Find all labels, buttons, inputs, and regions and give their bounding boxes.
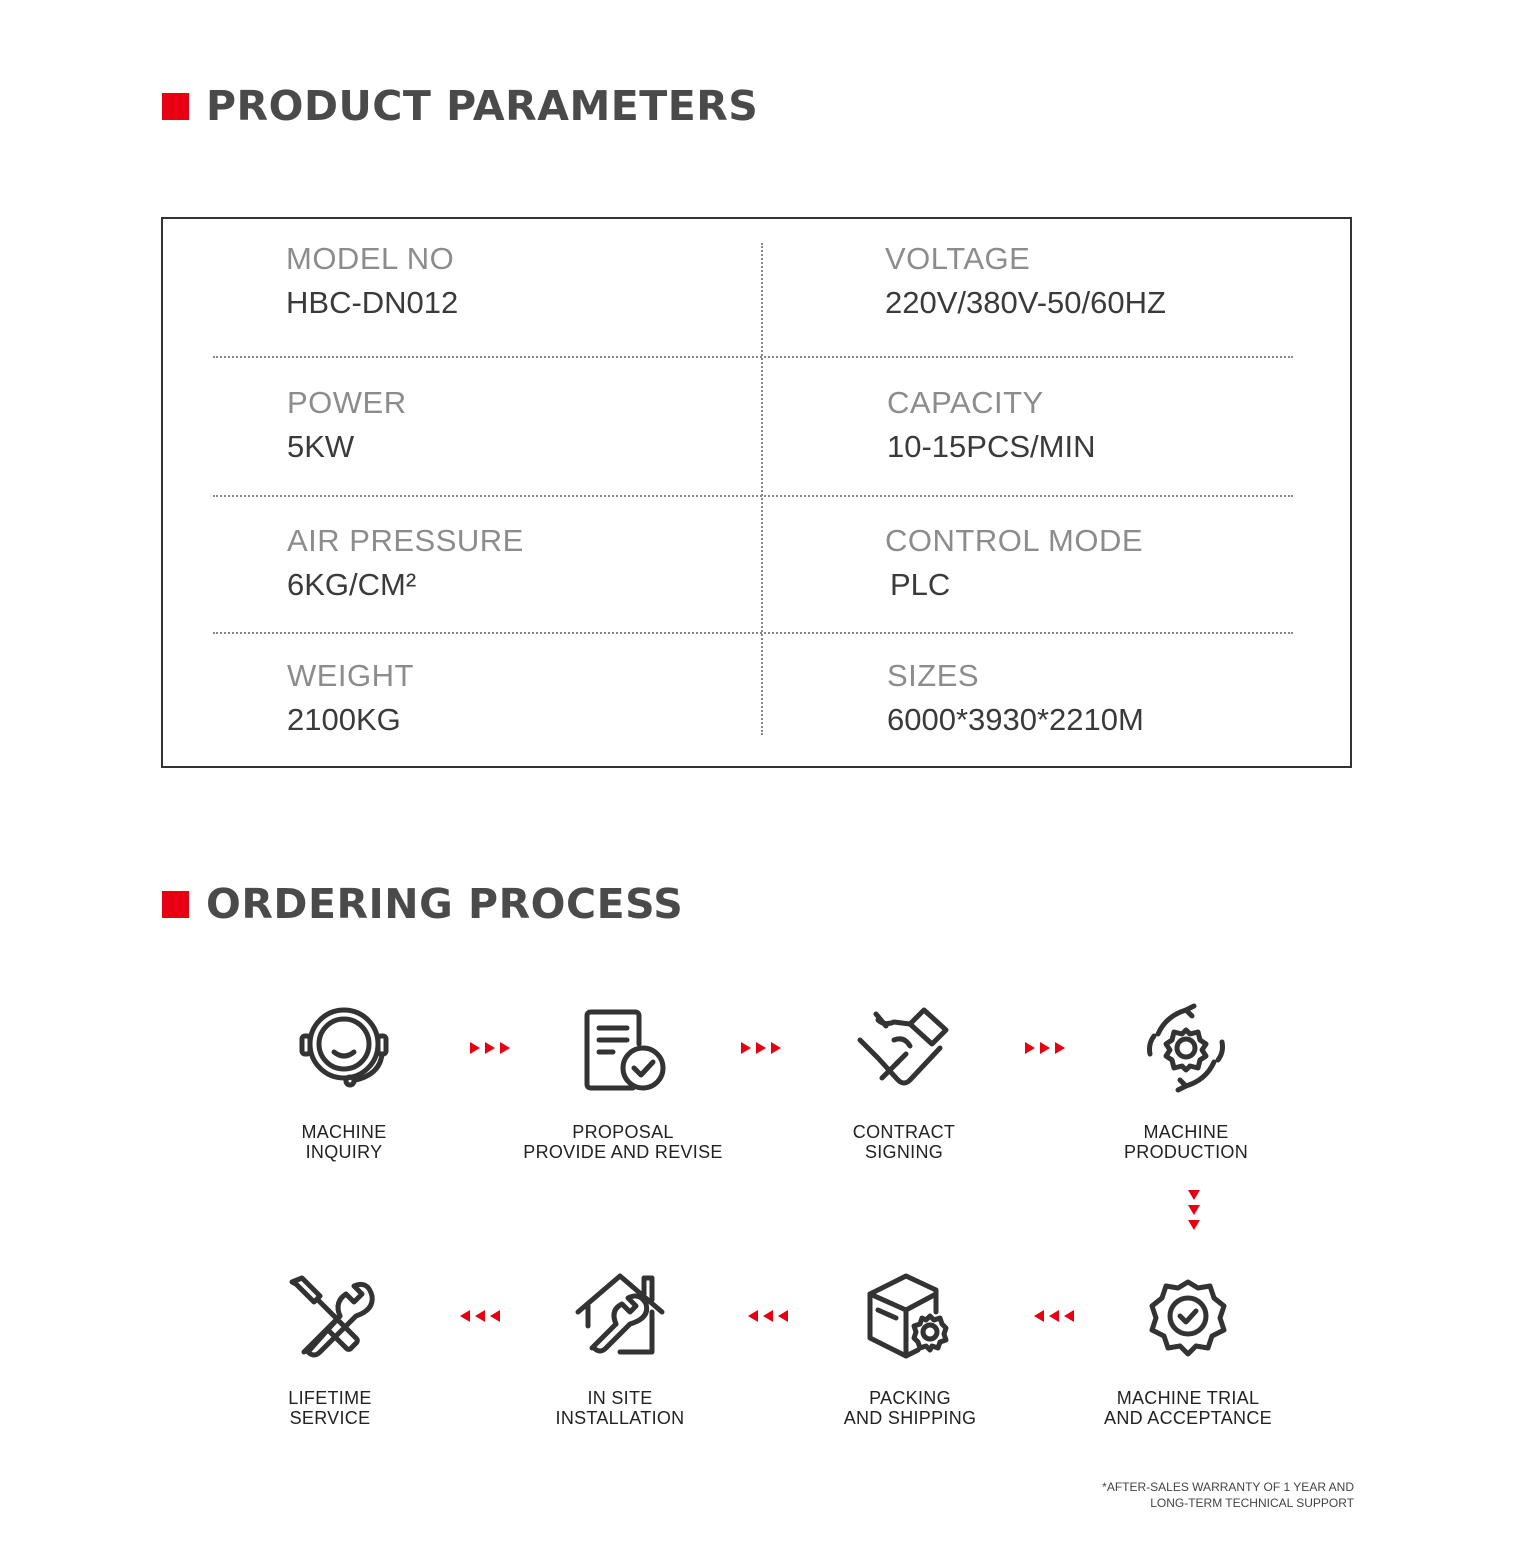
step-label: MACHINE INQUIRY	[301, 1122, 387, 1162]
step-label: PROPOSAL PROVIDE AND REVISE	[523, 1122, 723, 1162]
param-value: 10-15PCS/MIN	[887, 429, 1096, 464]
param-label: WEIGHT	[287, 658, 414, 693]
arrow-down-icon	[1186, 1188, 1202, 1232]
box-gear-icon	[860, 1266, 960, 1366]
param-value: 6000*3930*2210M	[887, 702, 1144, 737]
param-value: 2100KG	[287, 702, 401, 737]
param-label: AIR PRESSURE	[287, 523, 524, 558]
param-label: POWER	[287, 385, 407, 420]
row-divider	[213, 495, 1293, 497]
red-square-marker	[162, 891, 189, 918]
section-title: ORDERING PROCESS	[206, 880, 684, 928]
house-wrench-icon	[570, 1266, 670, 1366]
arrow-left-icon	[746, 1308, 790, 1324]
param-voltage	[885, 241, 1166, 321]
param-value: PLC	[890, 567, 951, 602]
param-label: MODEL NO	[286, 241, 455, 276]
document-check-icon	[573, 1000, 673, 1100]
red-square-marker	[162, 93, 189, 120]
step-machine-trial	[1058, 1266, 1318, 1428]
warranty-note: *AFTER-SALES WARRANTY OF 1 YEAR AND LONG-TERM TECHNICAL SUPPORT	[1102, 1480, 1354, 1510]
step-in-site-installation	[490, 1266, 750, 1428]
gear-cycle-icon	[1136, 1000, 1236, 1100]
param-value: HBC-DN012	[286, 285, 459, 320]
tools-icon	[280, 1266, 380, 1366]
step-contract-signing	[774, 1000, 1034, 1162]
param-weight	[287, 658, 414, 738]
step-machine-production	[1056, 1000, 1316, 1162]
param-label: VOLTAGE	[885, 241, 1031, 276]
param-value: 220V/380V-50/60HZ	[885, 285, 1166, 320]
badge-check-icon	[1138, 1266, 1238, 1366]
param-value: 5KW	[287, 429, 355, 464]
step-lifetime-service	[200, 1266, 460, 1428]
arrow-left-icon	[458, 1308, 502, 1324]
ordering-process-heading	[162, 880, 683, 928]
step-machine-inquiry	[214, 1000, 474, 1162]
row-divider	[213, 632, 1293, 634]
row-divider	[213, 356, 1293, 358]
step-label: MACHINE TRIAL AND ACCEPTANCE	[1104, 1388, 1272, 1428]
param-value: 6KG/CM²	[287, 567, 417, 602]
param-sizes	[887, 658, 1144, 738]
param-capacity	[887, 385, 1095, 465]
param-model-no	[286, 241, 458, 321]
step-label: PACKING AND SHIPPING	[843, 1388, 977, 1428]
param-air-pressure	[287, 523, 524, 603]
step-proposal	[493, 1000, 753, 1162]
param-label: CAPACITY	[887, 385, 1044, 420]
step-label: IN SITE INSTALLATION	[555, 1388, 685, 1428]
section-title: PRODUCT PARAMETERS	[206, 82, 759, 130]
step-label: CONTRACT SIGNING	[852, 1122, 956, 1162]
step-packing-shipping	[780, 1266, 1040, 1428]
column-divider	[761, 243, 763, 735]
param-label: SIZES	[887, 658, 980, 693]
param-control-mode	[885, 523, 1143, 603]
step-label: LIFETIME SERVICE	[288, 1388, 372, 1428]
parameters-table	[161, 217, 1352, 768]
product-parameters-heading	[162, 82, 758, 130]
param-label: CONTROL MODE	[885, 523, 1144, 558]
headset-icon	[294, 1000, 394, 1100]
handshake-icon	[854, 1000, 954, 1100]
param-power	[287, 385, 407, 465]
step-label: MACHINE PRODUCTION	[1124, 1122, 1248, 1162]
